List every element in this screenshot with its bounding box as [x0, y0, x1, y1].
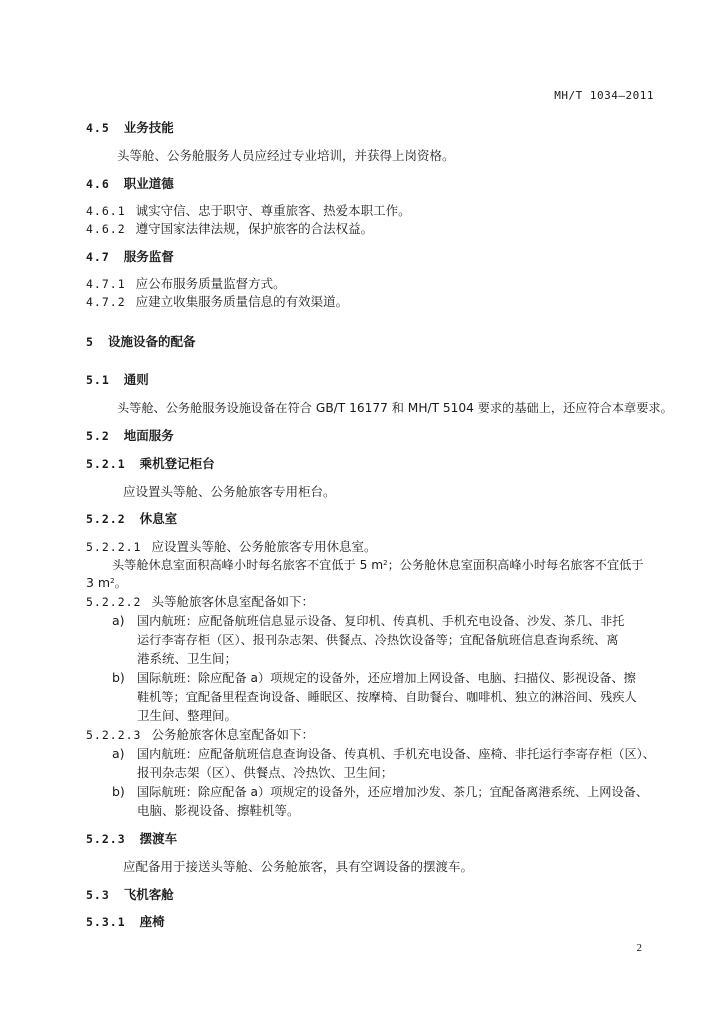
clause-number: 5.2.3: [86, 832, 126, 846]
list-marker: a): [112, 613, 125, 628]
list-marker: a): [112, 746, 125, 761]
heading-5-2-3: [86, 831, 177, 847]
list-item-line: 国际航班：除应配备 a）项规定的设备外，还应增加沙发、茶几；宜配备离港系统、上网设备、: [137, 785, 649, 799]
list-item-line: 国际航班：除应配备 a）项规定的设备外，还应增加上网设备、电脑、扫描仪、影视设备、擦: [137, 671, 636, 685]
clause-number: 5.1: [86, 373, 110, 387]
clause-number: 4.6: [86, 177, 110, 191]
heading-title: 通则: [123, 372, 149, 387]
heading-title: 座椅: [139, 914, 165, 929]
list-item-line: 鞋机等；宜配备里程查询设备、睡眠区、按摩椅、自助餐台、咖啡机、独立的淋浴间、残疾人: [137, 690, 637, 704]
list-item-line: 报刊杂志架（区）、供餐点、冷热饮、卫生间；: [137, 765, 394, 780]
clause-text: 公务舱旅客休息室配备如下：: [151, 727, 314, 742]
paragraph: 应设置头等舱、公务舱旅客专用柜台。: [123, 484, 336, 499]
paragraph: 头等舱、公务舱服务设施设备在符合 GB/T 16177 和 MH/T 5104 要求的基础上，还应符合本章要求。: [117, 401, 673, 415]
clause-text: 头等舱旅客休息室配备如下：: [151, 594, 314, 609]
text-part: 3 m: [86, 575, 111, 590]
clause-text: 应设置头等舱、公务舱旅客专用休息室。: [151, 539, 377, 554]
list-marker: b): [112, 784, 125, 799]
clause-text: 遵守国家法律法规，保护旅客的合法权益。: [135, 221, 374, 236]
heading-title: 摆渡车: [139, 831, 178, 846]
heading-5-2: [86, 428, 174, 444]
clause-number: 4.6.1: [86, 204, 126, 218]
clause-number: 5.2: [86, 429, 110, 443]
heading-5-3-1: [86, 914, 165, 930]
clause-number: 4.6.2: [86, 222, 126, 236]
heading-title: 乘机登记柜台: [139, 456, 215, 471]
heading-title: 地面服务: [123, 428, 174, 443]
clause-number: 4.5: [86, 121, 110, 135]
clause-5-2-2-3: [86, 727, 314, 743]
heading-5-3: [86, 887, 174, 903]
heading-4-6: [86, 176, 174, 192]
clause-4-6-1: [86, 203, 411, 219]
heading-4-5: [86, 120, 174, 136]
heading-title: 设施设备的配备: [107, 334, 196, 349]
clause-number: 5.2.2: [86, 512, 126, 526]
clause-number: 4.7: [86, 250, 110, 264]
clause-text: 诚实守信、忠于职守、尊重旅客、热爱本职工作。: [135, 203, 411, 218]
clause-number: 5.2.2.3: [86, 728, 142, 742]
list-item-line: 卫生间、整理间。: [137, 708, 238, 723]
clause-text: 应公布服务质量监督方式。: [135, 276, 286, 291]
paragraph: 应配备用于接送头等舱、公务舱旅客，具有空调设备的摆渡车。: [123, 859, 474, 874]
clause-number: 5.2.2.2: [86, 595, 142, 609]
clause-number: 5: [86, 335, 94, 349]
clause-number: 5.2.2.1: [86, 540, 142, 554]
clause-number: 5.2.1: [86, 457, 126, 471]
heading-5-1: [86, 372, 149, 388]
list-marker: b): [112, 670, 125, 685]
heading-5-2-2: [86, 511, 177, 527]
clause-text: 应建立收集服务质量信息的有效渠道。: [135, 294, 349, 309]
clause-continuation: [112, 557, 644, 573]
clause-5-2-2-2: [86, 594, 314, 610]
heading-5-2-1: [86, 456, 215, 472]
superscript: 2: [383, 559, 388, 567]
clause-4-7-2: [86, 294, 348, 310]
clause-continuation: [86, 575, 127, 591]
clause-number: 4.7.2: [86, 295, 126, 309]
heading-5: [86, 334, 195, 350]
list-item-line: 运行李寄存柜（区）、报刊杂志架、供餐点、冷热饮设备等；宜配备航班信息查询系统、离: [137, 633, 619, 647]
list-item-line: 港系统、卫生间；: [137, 651, 238, 666]
clause-4-6-2: [86, 221, 373, 237]
text-part: 。: [114, 575, 128, 590]
list-item-line: 国内航班：应配备航班信息查询设备、传真机、手机充电设备、座椅、非托运行李寄存柜（区）、: [137, 747, 655, 761]
heading-4-7: [86, 249, 174, 265]
standard-code: MH/T 1034—2011: [554, 89, 654, 102]
heading-title: 职业道德: [123, 176, 174, 191]
paragraph: 头等舱、公务舱服务人员应经过专业培训，并获得上岗资格。: [117, 148, 455, 163]
superscript: 2: [110, 577, 115, 585]
text-part: 头等舱休息室面积高峰小时每名旅客不宜低于 5 m: [112, 558, 384, 572]
page-number: 2: [636, 942, 642, 954]
clause-4-7-1: [86, 276, 286, 292]
heading-title: 休息室: [139, 511, 178, 526]
text-part: ；公务舱休息室面积高峰小时每名旅客不宜低于: [387, 558, 644, 572]
heading-title: 业务技能: [123, 120, 174, 135]
heading-title: 服务监督: [123, 249, 174, 264]
list-item-line: 电脑、影视设备、擦鞋机等。: [137, 803, 300, 818]
clause-number: 5.3.1: [86, 915, 126, 929]
clause-number: 4.7.1: [86, 277, 126, 291]
heading-title: 飞机客舱: [123, 887, 174, 902]
list-item-line: 国内航班：应配备航班信息显示设备、复印机、传真机、手机充电设备、沙发、茶几、非托: [137, 614, 625, 628]
clause-5-2-2-1: [86, 539, 376, 555]
clause-number: 5.3: [86, 888, 110, 902]
